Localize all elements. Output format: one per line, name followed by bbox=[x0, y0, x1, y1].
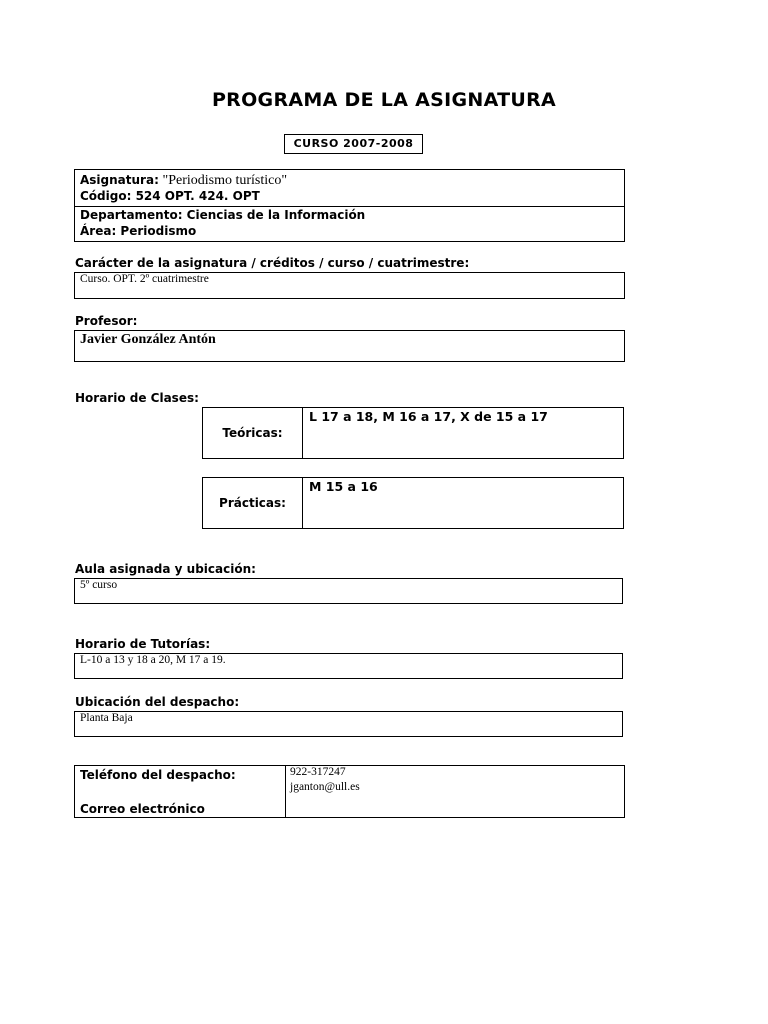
phone-label: Teléfono del despacho: bbox=[80, 768, 236, 782]
theory-divider bbox=[302, 408, 303, 458]
course-year-box bbox=[284, 134, 423, 154]
professor-label: Profesor: bbox=[75, 314, 138, 328]
tutoring-box bbox=[74, 653, 623, 679]
professor-box bbox=[74, 330, 625, 362]
character-label: Carácter de la asignatura / créditos / curso / cuatrimestre: bbox=[75, 256, 470, 270]
department: Departamento: Ciencias de la Información bbox=[80, 208, 366, 222]
email-label: Correo electrónico bbox=[80, 802, 205, 816]
page-title: PROGRAMA DE LA ASIGNATURA bbox=[211, 89, 557, 111]
theory-schedule: L 17 a 18, M 16 a 17, X de 15 a 17 bbox=[309, 409, 548, 424]
contact-divider bbox=[285, 766, 286, 817]
email-value: jganton@ull.es bbox=[290, 781, 360, 793]
character-box bbox=[74, 272, 625, 299]
subject-label: Asignatura: bbox=[80, 173, 159, 187]
class-schedule-label: Horario de Clases: bbox=[75, 391, 199, 405]
theory-box bbox=[202, 407, 624, 459]
theory-label: Teóricas: bbox=[222, 426, 283, 440]
area: Área: Periodismo bbox=[80, 224, 197, 238]
practice-box bbox=[202, 477, 624, 529]
tutoring-value: L-10 a 13 y 18 a 20, M 17 a 19. bbox=[80, 654, 226, 666]
course-year: CURSO 2007-2008 bbox=[293, 137, 414, 150]
phone-value: 922-317247 bbox=[290, 766, 346, 778]
subject-line bbox=[80, 172, 287, 189]
contact-box bbox=[74, 765, 625, 818]
practice-label: Prácticas: bbox=[219, 496, 286, 510]
character-value: Curso. OPT. 2º cuatrimestre bbox=[80, 273, 209, 285]
subject-divider bbox=[75, 206, 624, 207]
office-location-value: Planta Baja bbox=[80, 712, 133, 724]
subject-value: "Periodismo turístico" bbox=[162, 173, 288, 188]
classroom-value: 5º curso bbox=[80, 579, 118, 591]
office-location-label: Ubicación del despacho: bbox=[75, 695, 240, 709]
practice-divider bbox=[302, 478, 303, 528]
classroom-label: Aula asignada y ubicación: bbox=[75, 562, 256, 576]
subject-code: Código: 524 OPT. 424. OPT bbox=[80, 189, 260, 203]
professor-name: Javier González Antón bbox=[80, 332, 216, 347]
practice-schedule: M 15 a 16 bbox=[309, 479, 378, 494]
tutoring-label: Horario de Tutorías: bbox=[75, 637, 211, 651]
office-location-box bbox=[74, 711, 623, 737]
classroom-box bbox=[74, 578, 623, 604]
subject-info-box bbox=[74, 169, 625, 242]
